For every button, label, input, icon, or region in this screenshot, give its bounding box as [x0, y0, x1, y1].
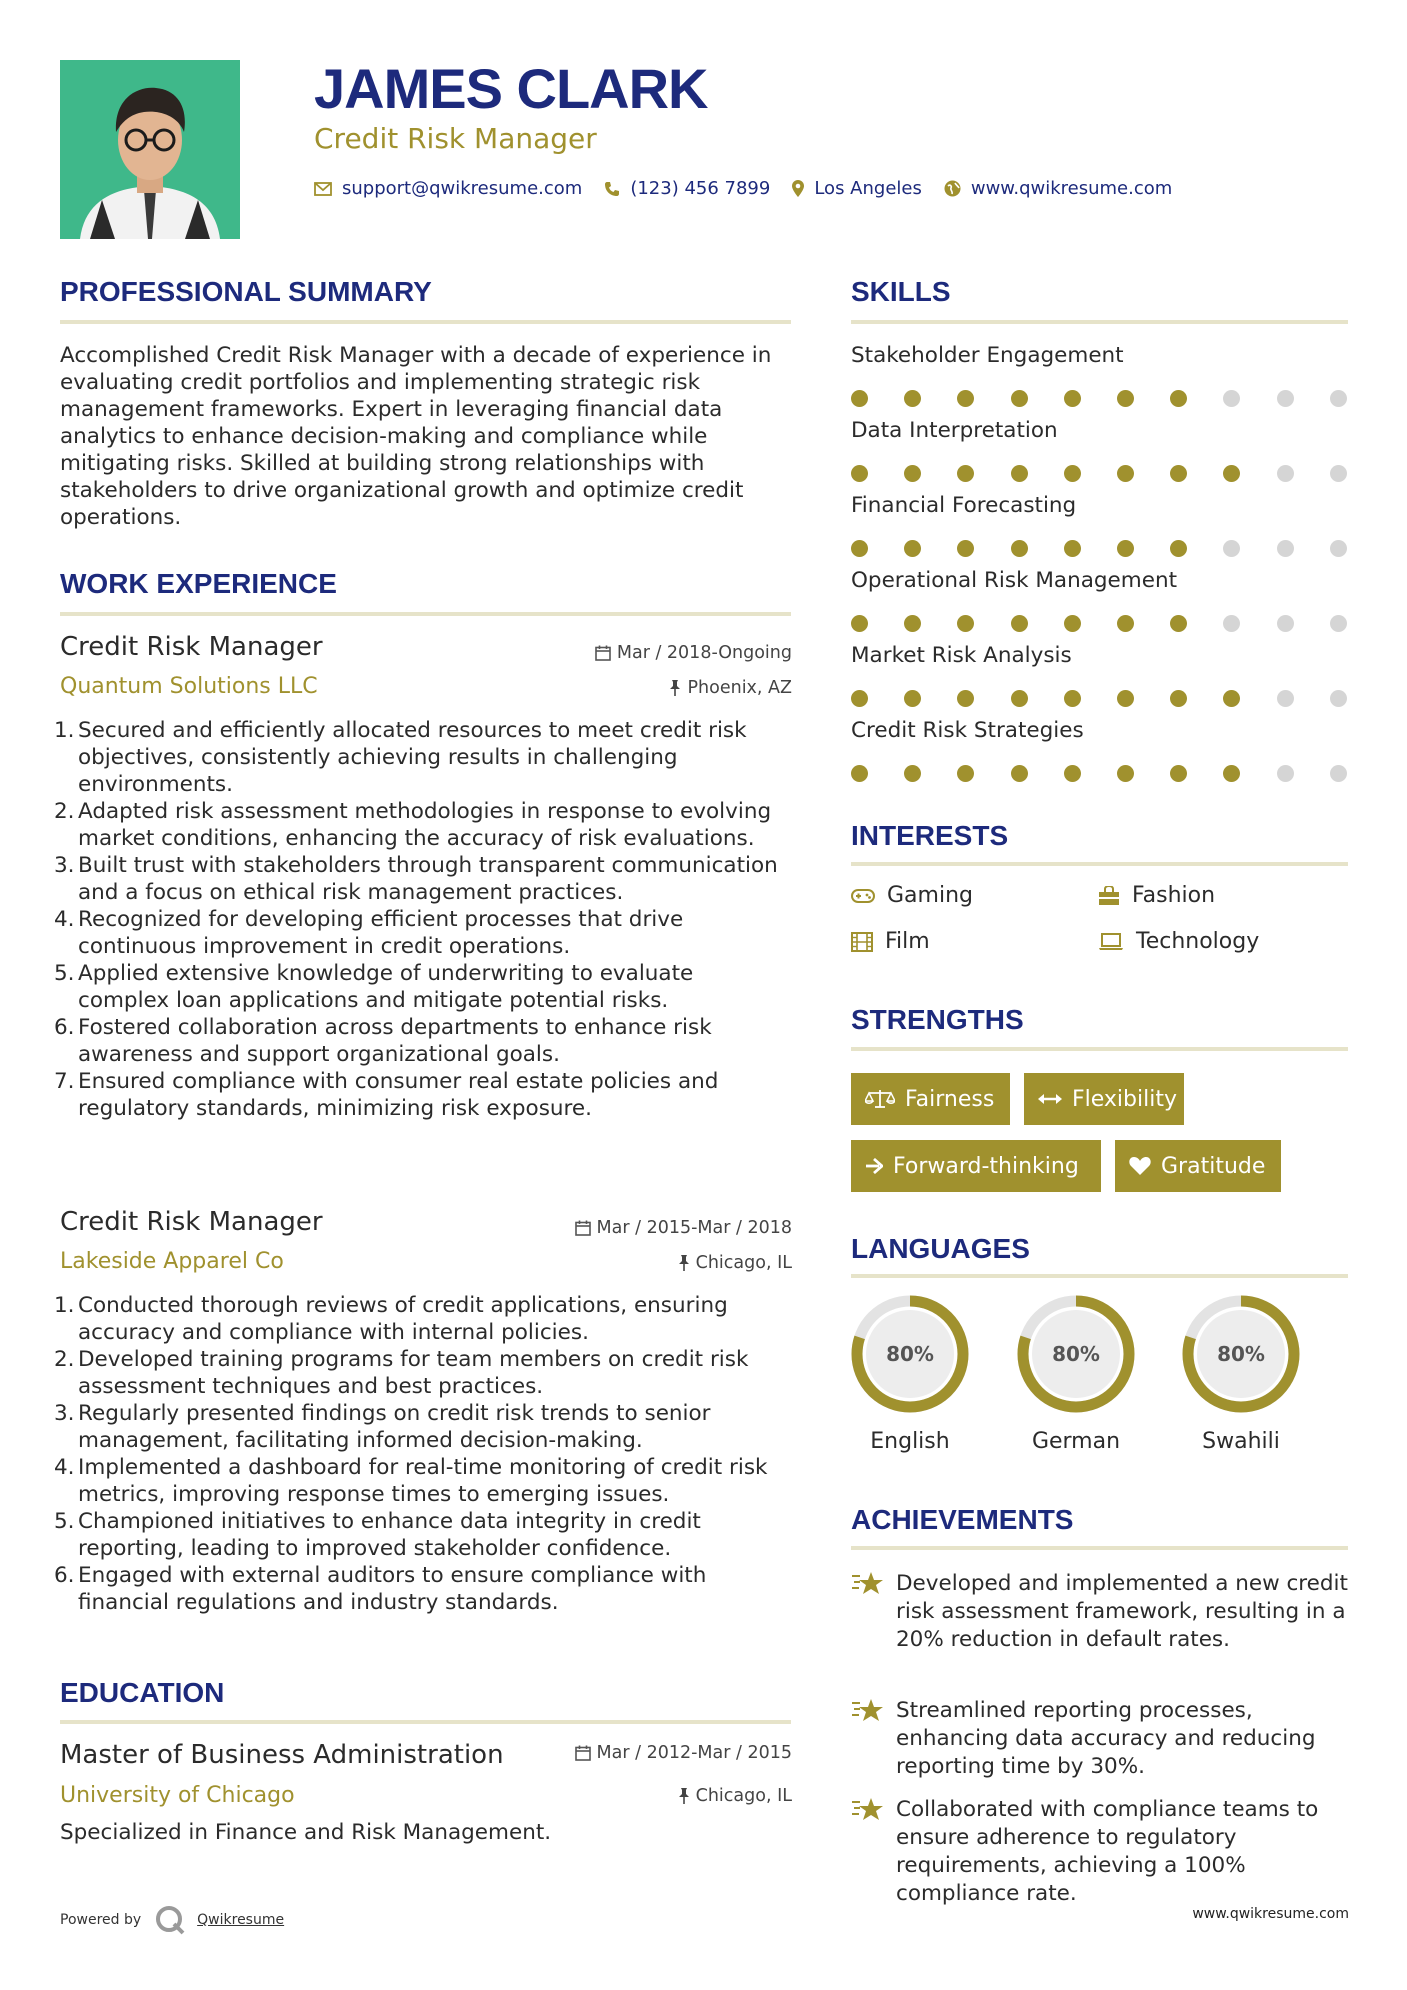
job-title: Credit Risk Manager — [60, 632, 323, 662]
language-progress-ring — [849, 1293, 971, 1415]
skill-rating — [851, 390, 1351, 408]
rating-dot-filled — [851, 465, 868, 482]
list-item: 2. Adapted risk assessment methodologies in response to evolving market conditions, enhancing the accuracy of risk evaluations. — [54, 799, 772, 851]
interest-label: Technology — [1136, 929, 1260, 954]
rating-dot-filled — [1170, 765, 1187, 782]
interest-label: Gaming — [887, 883, 973, 908]
list-item: 7. Ensured compliance with consumer real estate policies and regulatory standards, minimizing risk exposure. — [54, 1069, 719, 1121]
summary-text: Accomplished Credit Risk Manager with a decade of experience in evaluating credit portfolios and implementing strategic risk management frameworks. Expert in leveraging financial data analytics to enhance decision-making and compliance while mitigating risks. Skilled at building strong relationships with stakeholders to drive organizational growth and optimize credit operations. — [60, 343, 772, 530]
strength-badge — [851, 1073, 1010, 1125]
experience-rule — [60, 612, 791, 616]
rating-dot-filled — [957, 615, 974, 632]
rating-dot-filled — [1117, 465, 1134, 482]
list-item: 6. Fostered collaboration across departments to enhance risk awareness and support organizational goals. — [54, 1015, 712, 1067]
phone-icon — [604, 181, 620, 197]
job-dates-text: Mar / 2018-Ongoing — [616, 643, 792, 663]
list-item: 1. Conducted thorough reviews of credit applications, ensuring accuracy and compliance with internal policies. — [54, 1293, 728, 1345]
rating-dot-filled — [851, 390, 868, 407]
achievements-heading: ACHIEVEMENTS — [851, 1504, 1074, 1535]
contact-phone[interactable]: (123) 456 7899 — [630, 178, 771, 199]
strength-label: Forward-thinking — [893, 1153, 1079, 1179]
contact-location: Los Angeles — [814, 178, 922, 199]
skill-item — [851, 493, 1351, 518]
rating-dot-empty — [1277, 465, 1294, 482]
achievement-item — [851, 1570, 1361, 1654]
list-item: 1. Secured and efficiently allocated resources to meet credit risk objectives, consistently achieving results in challenging environments. — [54, 718, 747, 797]
rating-dot-empty — [1277, 390, 1294, 407]
rating-dot-empty — [1223, 390, 1240, 407]
language-name: German — [1031, 1429, 1121, 1454]
achievement-item — [851, 1697, 1361, 1781]
skill-name: Operational Risk Management — [851, 568, 1178, 593]
interest-item — [1098, 883, 1215, 908]
powered-by — [60, 1905, 284, 1935]
rating-dot-filled — [851, 540, 868, 557]
calendar-icon — [575, 1220, 591, 1236]
summary-rule — [60, 320, 791, 324]
job-company: Quantum Solutions LLC — [60, 674, 318, 699]
skill-rating — [851, 765, 1351, 783]
pushpin-icon — [669, 680, 681, 696]
film-icon — [851, 932, 873, 952]
experience-heading: WORK EXPERIENCE — [60, 568, 337, 599]
rating-dot-filled — [1011, 390, 1028, 407]
school-name: University of Chicago — [60, 1783, 295, 1808]
language-name: Swahili — [1202, 1429, 1280, 1454]
education-location — [678, 1786, 792, 1806]
education-heading: EDUCATION — [60, 1677, 225, 1708]
qwikresume-logo-icon — [155, 1905, 185, 1935]
language-progress-ring — [1180, 1293, 1302, 1415]
interest-item — [851, 929, 930, 954]
rating-dot-empty — [1330, 390, 1347, 407]
job-location — [669, 678, 792, 698]
interests-heading: INTERESTS — [851, 820, 1009, 851]
rating-dot-filled — [1011, 465, 1028, 482]
job-location-text: Chicago, IL — [695, 1253, 792, 1273]
list-item: 2. Developed training programs for team members on credit risk assessment techniques and best practices. — [54, 1347, 749, 1399]
rating-dot-filled — [1064, 465, 1081, 482]
language-name: English — [870, 1429, 950, 1454]
rating-dot-empty — [1277, 540, 1294, 557]
skill-name: Financial Forecasting — [851, 493, 1077, 518]
list-item: 6. Engaged with external auditors to ensure compliance with financial regulations and industry standards. — [54, 1563, 707, 1615]
rating-dot-filled — [904, 765, 921, 782]
rating-dot-filled — [851, 690, 868, 707]
rating-dot-filled — [904, 615, 921, 632]
rating-dot-empty — [1223, 540, 1240, 557]
rating-dot-filled — [904, 390, 921, 407]
achievements-rule — [851, 1546, 1348, 1550]
pushpin-icon — [678, 1255, 690, 1271]
heart-icon — [1129, 1156, 1151, 1176]
rating-dot-empty — [1277, 690, 1294, 707]
powered-by-label: Powered by — [60, 1912, 142, 1928]
job-duties-list — [54, 1292, 790, 1616]
list-item: 4. Implemented a dashboard for real-time monitoring of credit risk metrics, improving response times to emerging issues. — [54, 1455, 768, 1507]
rating-dot-empty — [1223, 615, 1240, 632]
rating-dot-filled — [957, 390, 974, 407]
rating-dot-filled — [957, 540, 974, 557]
language-percent: 80% — [1217, 1342, 1265, 1366]
strength-badge — [851, 1140, 1101, 1192]
skill-item — [851, 643, 1351, 668]
job-dates-text: Mar / 2015-Mar / 2018 — [596, 1218, 792, 1238]
contact-email[interactable]: support@qwikresume.com — [342, 178, 583, 199]
candidate-name: JAMES CLARK — [314, 57, 708, 120]
skill-rating — [851, 540, 1351, 558]
skill-item — [851, 568, 1351, 593]
language-item — [1180, 1293, 1302, 1454]
rating-dot-empty — [1277, 615, 1294, 632]
language-percent: 80% — [1052, 1342, 1100, 1366]
skills-rule — [851, 320, 1348, 324]
education-description: Specialized in Finance and Risk Management. — [60, 1820, 552, 1845]
skills-heading: SKILLS — [851, 276, 951, 307]
rating-dot-filled — [1117, 390, 1134, 407]
calendar-icon — [595, 645, 611, 661]
bag-icon — [1098, 886, 1120, 906]
powered-by-brand-link[interactable]: Qwikresume — [197, 1912, 285, 1928]
achievement-item — [851, 1796, 1361, 1908]
list-item: 3. Built trust with stakeholders through transparent communication and a focus on ethical risk management practices. — [54, 853, 778, 905]
skill-item — [851, 343, 1351, 368]
rating-dot-filled — [1064, 390, 1081, 407]
skill-name: Stakeholder Engagement — [851, 343, 1124, 368]
achievement-text: Developed and implemented a new credit risk assessment framework, resulting in a 20% reduction in default rates. — [896, 1571, 1348, 1652]
job-location — [678, 1253, 792, 1273]
languages-heading: LANGUAGES — [851, 1233, 1030, 1264]
skill-name: Data Interpretation — [851, 418, 1058, 443]
achievement-text: Collaborated with compliance teams to ensure adherence to regulatory requirements, achieving a 100% compliance rate. — [896, 1797, 1319, 1906]
strengths-rule — [851, 1047, 1348, 1051]
rating-dot-filled — [904, 690, 921, 707]
language-percent: 80% — [886, 1342, 934, 1366]
rating-dot-empty — [1330, 540, 1347, 557]
strength-badge — [1115, 1140, 1281, 1192]
job-company: Lakeside Apparel Co — [60, 1249, 284, 1274]
rating-dot-filled — [1223, 765, 1240, 782]
star-icon — [851, 1697, 885, 1727]
rating-dot-filled — [1170, 465, 1187, 482]
interests-rule — [851, 862, 1348, 866]
rating-dot-filled — [1223, 690, 1240, 707]
balance-scale-icon — [865, 1089, 895, 1109]
rating-dot-filled — [1223, 465, 1240, 482]
skill-rating — [851, 690, 1351, 708]
rating-dot-filled — [1170, 690, 1187, 707]
contact-bar — [314, 178, 1194, 199]
rating-dot-filled — [1064, 690, 1081, 707]
achievement-text: Streamlined reporting processes, enhancing data accuracy and reducing reporting time by 30%. — [896, 1698, 1316, 1779]
strength-badge — [1024, 1073, 1184, 1125]
rating-dot-filled — [904, 540, 921, 557]
skill-name: Credit Risk Strategies — [851, 718, 1084, 743]
skill-item — [851, 718, 1351, 743]
degree-title: Master of Business Administration — [60, 1740, 504, 1770]
arrow-right-icon — [865, 1158, 883, 1174]
strength-label: Flexibility — [1072, 1086, 1177, 1112]
star-icon — [851, 1796, 885, 1826]
interest-item — [851, 883, 973, 908]
strengths-heading: STRENGTHS — [851, 1004, 1024, 1035]
strength-label: Gratitude — [1161, 1153, 1266, 1179]
rating-dot-empty — [1330, 765, 1347, 782]
rating-dot-empty — [1277, 765, 1294, 782]
job-dates — [575, 1218, 792, 1238]
rating-dot-filled — [1064, 765, 1081, 782]
strength-label: Fairness — [905, 1086, 995, 1112]
language-item — [1015, 1293, 1137, 1454]
rating-dot-filled — [1064, 540, 1081, 557]
rating-dot-filled — [1011, 540, 1028, 557]
list-item: 3. Regularly presented findings on credit risk trends to senior management, facilitating informed decision-making. — [54, 1401, 711, 1453]
map-marker-icon — [792, 180, 804, 197]
education-dates-text: Mar / 2012-Mar / 2015 — [596, 1743, 792, 1763]
interest-label: Film — [885, 929, 930, 954]
pushpin-icon — [678, 1788, 690, 1804]
interest-item — [1098, 929, 1259, 954]
laptop-icon — [1098, 933, 1124, 951]
footer-url[interactable]: www.qwikresume.com — [1192, 1906, 1349, 1922]
list-item: 5. Applied extensive knowledge of underwriting to evaluate complex loan applications and mitigate potential risks. — [54, 961, 694, 1013]
rating-dot-filled — [1117, 690, 1134, 707]
rating-dot-filled — [957, 465, 974, 482]
rating-dot-empty — [1330, 465, 1347, 482]
rating-dot-filled — [1011, 615, 1028, 632]
rating-dot-filled — [957, 690, 974, 707]
job-duties-list — [54, 717, 790, 1122]
rating-dot-filled — [1170, 540, 1187, 557]
gamepad-icon — [851, 889, 875, 903]
rating-dot-empty — [1330, 615, 1347, 632]
rating-dot-filled — [1170, 390, 1187, 407]
skill-item — [851, 418, 1351, 443]
rating-dot-filled — [1064, 615, 1081, 632]
interest-label: Fashion — [1132, 883, 1216, 908]
job-dates — [595, 643, 792, 663]
list-item: 4. Recognized for developing efficient processes that drive continuous improvement in credit operations. — [54, 907, 684, 959]
rating-dot-filled — [851, 615, 868, 632]
rating-dot-filled — [1117, 540, 1134, 557]
languages-rule — [851, 1274, 1348, 1278]
summary-heading: PROFESSIONAL SUMMARY — [60, 276, 432, 307]
rating-dot-filled — [957, 765, 974, 782]
rating-dot-filled — [1011, 765, 1028, 782]
education-location-text: Chicago, IL — [695, 1786, 792, 1806]
skill-name: Market Risk Analysis — [851, 643, 1072, 668]
rating-dot-empty — [1330, 690, 1347, 707]
rating-dot-filled — [1117, 765, 1134, 782]
rating-dot-filled — [904, 465, 921, 482]
language-progress-ring — [1015, 1293, 1137, 1415]
rating-dot-filled — [851, 765, 868, 782]
arrows-horizontal-icon — [1038, 1093, 1062, 1105]
language-item — [849, 1293, 971, 1454]
profile-photo — [60, 60, 240, 239]
education-rule — [60, 1720, 791, 1724]
star-icon — [851, 1570, 885, 1600]
list-item: 5. Championed initiatives to enhance data integrity in credit reporting, leading to improved stakeholder confidence. — [54, 1509, 701, 1561]
rating-dot-filled — [1117, 615, 1134, 632]
envelope-icon — [314, 182, 332, 196]
rating-dot-filled — [1011, 690, 1028, 707]
globe-icon — [944, 180, 961, 197]
job-location-text: Phoenix, AZ — [687, 678, 792, 698]
candidate-title: Credit Risk Manager — [314, 122, 597, 155]
calendar-icon — [575, 1745, 591, 1761]
job-title: Credit Risk Manager — [60, 1207, 323, 1237]
rating-dot-filled — [1170, 615, 1187, 632]
contact-website[interactable]: www.qwikresume.com — [970, 178, 1173, 199]
skill-rating — [851, 615, 1351, 633]
skill-rating — [851, 465, 1351, 483]
education-dates — [575, 1743, 792, 1763]
